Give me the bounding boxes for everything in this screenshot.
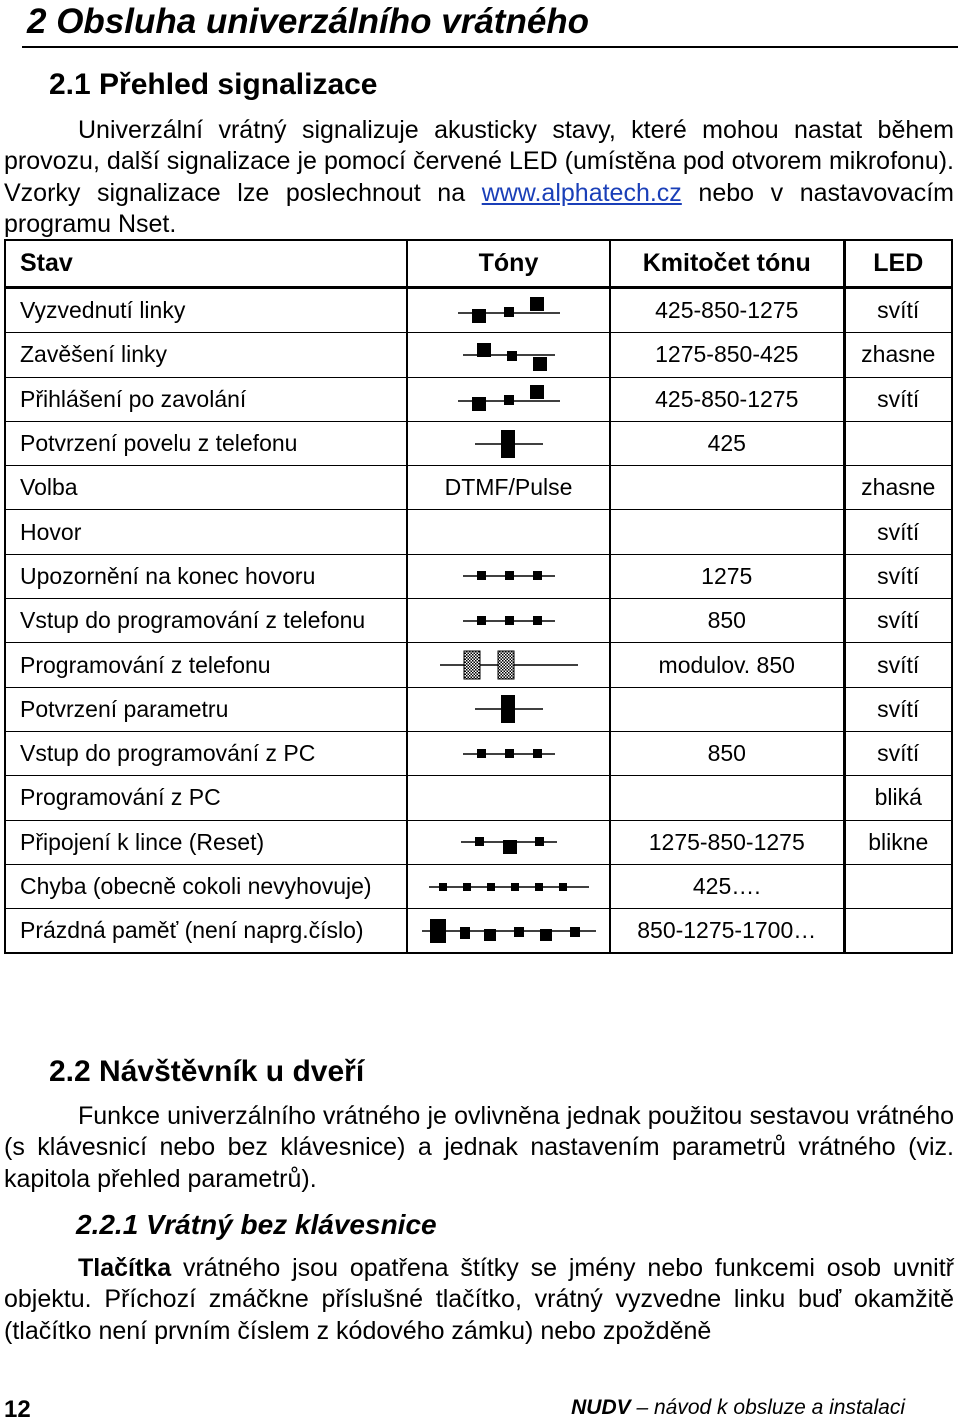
cell-stav: Připojení k lince (Reset) xyxy=(5,820,407,864)
alphatech-link[interactable]: www.alphatech.cz xyxy=(481,178,682,207)
repeated-short-tone-icon xyxy=(425,867,593,907)
cell-kmitocet: 425-850-1275 xyxy=(610,288,844,333)
cell-led: zhasne xyxy=(844,466,952,510)
cell-kmitocet xyxy=(610,776,844,820)
cell-kmitocet: 425 xyxy=(610,421,844,465)
cell-kmitocet xyxy=(610,510,844,554)
footer-document-title xyxy=(571,1396,905,1420)
cell-stav: Vstup do programování z telefonu xyxy=(5,599,407,643)
cell-led: svítí xyxy=(844,731,952,775)
table-row xyxy=(5,731,952,775)
cell-led: svítí xyxy=(844,554,952,598)
cell-stav: Upozornění na konec hovoru xyxy=(5,554,407,598)
cell-stav: Programování z PC xyxy=(5,776,407,820)
table-row xyxy=(5,909,952,954)
cell-tony xyxy=(407,421,610,465)
cell-tony: DTMF/Pulse xyxy=(407,466,610,510)
table-row xyxy=(5,421,952,465)
cell-kmitocet xyxy=(610,466,844,510)
cell-stav: Chyba (obecně cokoli nevyhovuje) xyxy=(5,864,407,908)
cell-kmitocet: 1275-850-425 xyxy=(610,333,844,377)
cell-stav: Prázdná paměť (není naprg.číslo) xyxy=(5,909,407,954)
cell-kmitocet: 850-1275-1700… xyxy=(610,909,844,954)
table-row xyxy=(5,288,952,333)
table-row xyxy=(5,554,952,598)
cell-kmitocet: 425-850-1275 xyxy=(610,377,844,421)
subsection-heading-no-keypad: 2.2.1 Vrátný bez klávesnice xyxy=(76,1209,437,1240)
cell-tony xyxy=(407,377,610,421)
rising-3-tone-icon xyxy=(454,379,564,419)
cell-kmitocet: 850 xyxy=(610,731,844,775)
reset-3-tone-icon xyxy=(457,822,561,862)
table-row xyxy=(5,687,952,731)
signalization-table xyxy=(4,239,953,954)
cell-kmitocet: 850 xyxy=(610,599,844,643)
cell-kmitocet: 1275 xyxy=(610,554,844,598)
table-row xyxy=(5,820,952,864)
cell-led xyxy=(844,909,952,954)
rising-3-tone-icon xyxy=(454,291,564,331)
page-number: 12 xyxy=(4,1396,31,1423)
cell-tony xyxy=(407,643,610,687)
no-keypad-text: vrátného jsou opatřena štítky se jmény nebo funkcemi osob uvnitř objektu. Příchozí zmáčkne příslušné tlačítko, vrátný vyzvedne linku buď okamžitě (tlačítko není prvním číslem z kódového zámku) nebo zpožděně xyxy=(4,1254,954,1345)
cell-stav: Vstup do programování z PC xyxy=(5,731,407,775)
cell-tony xyxy=(407,820,610,864)
table-row xyxy=(5,333,952,377)
descending-multi-tone-icon xyxy=(420,911,598,951)
intro-text-after: nebo v nastavovacím programu Nset. xyxy=(4,178,954,238)
cell-kmitocet: 1275-850-1275 xyxy=(610,820,844,864)
cell-tony xyxy=(407,909,610,954)
table-row xyxy=(5,377,952,421)
triple-short-tone-icon xyxy=(459,601,559,641)
cell-led: svítí xyxy=(844,510,952,554)
header-kmitocet: Kmitočet tónu xyxy=(610,240,844,288)
cell-tony xyxy=(407,510,610,554)
cell-tony xyxy=(407,776,610,820)
cell-led: svítí xyxy=(844,377,952,421)
cell-led: bliká xyxy=(844,776,952,820)
cell-stav: Hovor xyxy=(5,510,407,554)
table-row xyxy=(5,776,952,820)
cell-tony xyxy=(407,554,610,598)
cell-tony xyxy=(407,288,610,333)
cell-tony xyxy=(407,599,610,643)
cell-tony xyxy=(407,731,610,775)
long-single-tone-icon xyxy=(471,689,547,729)
signalization-intro-paragraph xyxy=(4,115,954,240)
bold-lead-buttons: Tlačítka xyxy=(78,1254,172,1282)
table-row xyxy=(5,643,952,687)
cell-tony xyxy=(407,864,610,908)
cell-stav: Programování z telefonu xyxy=(5,643,407,687)
table-row xyxy=(5,599,952,643)
cell-led: svítí xyxy=(844,643,952,687)
section-heading-signalization: 2.1 Přehled signalizace xyxy=(49,68,378,101)
table-row xyxy=(5,466,952,510)
heading-rule xyxy=(22,46,958,48)
cell-stav: Volba xyxy=(5,466,407,510)
cell-tony xyxy=(407,333,610,377)
table-header-row xyxy=(5,240,952,288)
cell-led: svítí xyxy=(844,288,952,333)
triple-short-tone-icon xyxy=(459,734,559,774)
triple-short-tone-icon xyxy=(459,556,559,596)
cell-stav: Vyzvednutí linky xyxy=(5,288,407,333)
footer-doc-code: NUDV xyxy=(571,1396,631,1419)
falling-3-tone-icon xyxy=(459,335,559,375)
footer-doc-subtitle: – návod k obsluze a instalaci xyxy=(630,1396,905,1419)
table-row xyxy=(5,510,952,554)
cell-led: svítí xyxy=(844,599,952,643)
header-led: LED xyxy=(844,240,952,288)
cell-led xyxy=(844,864,952,908)
cell-stav: Přihlášení po zavolání xyxy=(5,377,407,421)
visitor-paragraph: Funkce univerzálního vrátného je ovlivněna jednak použitou sestavou vrátného (s klávesnicí nebo bez klávesnice) a jednak nastavením parametrů vrátného (viz. kapitola přehled parametrů). xyxy=(4,1102,954,1193)
cell-led xyxy=(844,421,952,465)
cell-kmitocet xyxy=(610,687,844,731)
cell-led: zhasne xyxy=(844,333,952,377)
cell-led: svítí xyxy=(844,687,952,731)
chapter-heading: 2 Obsluha univerzálního vrátného xyxy=(27,2,590,41)
cell-kmitocet: 425…. xyxy=(610,864,844,908)
cell-stav: Potvrzení parametru xyxy=(5,687,407,731)
no-keypad-paragraph xyxy=(4,1253,954,1347)
cell-kmitocet: modulov. 850 xyxy=(610,643,844,687)
table-row xyxy=(5,864,952,908)
cell-stav: Zavěšení linky xyxy=(5,333,407,377)
cell-led: blikne xyxy=(844,820,952,864)
header-tony: Tóny xyxy=(407,240,610,288)
modulated-double-tone-icon xyxy=(436,645,582,685)
long-single-tone-icon xyxy=(471,424,547,464)
section-heading-visitor: 2.2 Návštěvník u dveří xyxy=(49,1055,365,1088)
intro-text-before: Univerzální vrátný signalizuje akusticky stavy, které mohou nastat během provozu, další signalizace je pomocí červené LED (umístěna pod otvorem mikrofonu). Vzorky signalizace lze poslechnout na xyxy=(4,116,954,207)
cell-stav: Potvrzení povelu z telefonu xyxy=(5,421,407,465)
cell-tony xyxy=(407,687,610,731)
header-stav: Stav xyxy=(5,240,407,288)
